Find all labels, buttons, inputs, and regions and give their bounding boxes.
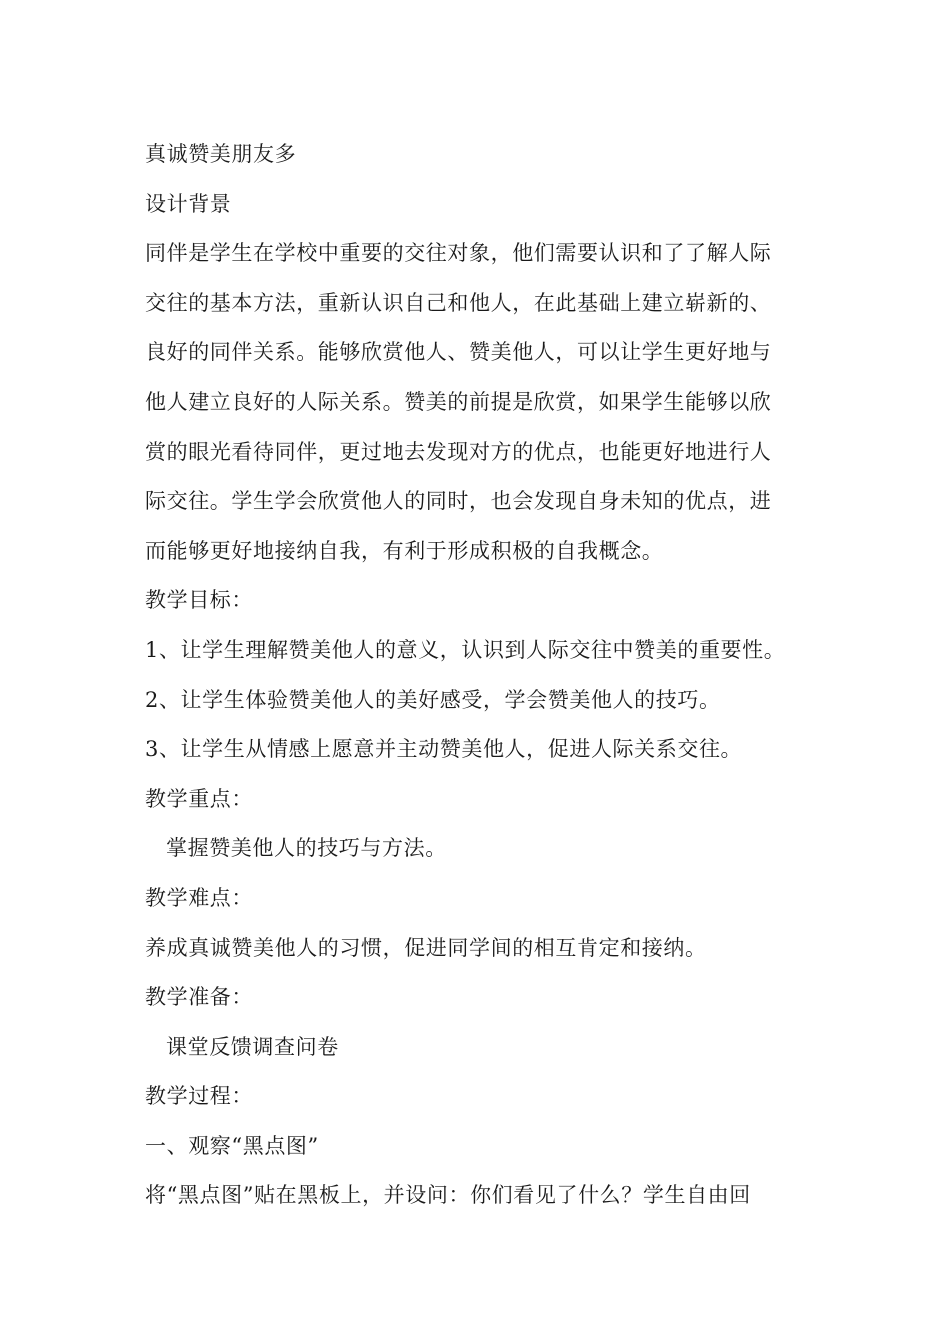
key-point-text: 掌握赞美他人的技巧与方法。	[166, 836, 447, 861]
goal-item: 1、让学生理解赞美他人的意义，认识到人际交往中赞美的重要性。	[145, 637, 786, 662]
goal-item: 3、让学生从情感上愿意并主动赞美他人，促进人际关系交往。	[145, 737, 743, 762]
document-title: 真诚赞美朋友多	[145, 142, 297, 166]
document-body	[145, 130, 815, 1221]
background-line: 际交往。学生学会欣赏他人的同时，也会发现自身未知的优点，进	[145, 489, 772, 514]
background-line: 他人建立良好的人际关系。赞美的前提是欣赏，如果学生能够以欣	[145, 389, 772, 414]
step1-text: 将“黑点图”贴在黑板上，并设问：你们看见了什么？学生自由回	[145, 1183, 751, 1208]
difficulty-heading: 教学难点：	[145, 885, 253, 910]
background-line: 良好的同伴关系。能够欣赏他人、赞美他人，可以让学生更好地与	[145, 340, 772, 365]
process-heading: 教学过程：	[145, 1084, 253, 1109]
background-line: 交往的基本方法，重新认识自己和他人，在此基础上建立崭新的、	[145, 290, 772, 315]
preparation-text: 课堂反馈调查问卷	[166, 1034, 339, 1059]
background-line: 赏的眼光看待同伴，更过地去发现对方的优点，也能更好地进行人	[145, 439, 772, 464]
background-line: 同伴是学生在学校中重要的交往对象，他们需要认识和了了解人际	[145, 241, 772, 266]
step1-heading: 一、观察“黑点图”	[145, 1133, 319, 1158]
preparation-heading: 教学准备：	[145, 985, 253, 1010]
key-point-heading: 教学重点：	[145, 786, 253, 811]
design-background-heading: 设计背景	[145, 191, 232, 216]
goals-heading: 教学目标：	[145, 588, 253, 613]
background-line: 而能够更好地接纳自我，有利于形成积极的自我概念。	[145, 538, 664, 563]
difficulty-text: 养成真诚赞美他人的习惯，促进同学间的相互肯定和接纳。	[145, 935, 707, 960]
goal-item: 2、让学生体验赞美他人的美好感受，学会赞美他人的技巧。	[145, 687, 721, 712]
